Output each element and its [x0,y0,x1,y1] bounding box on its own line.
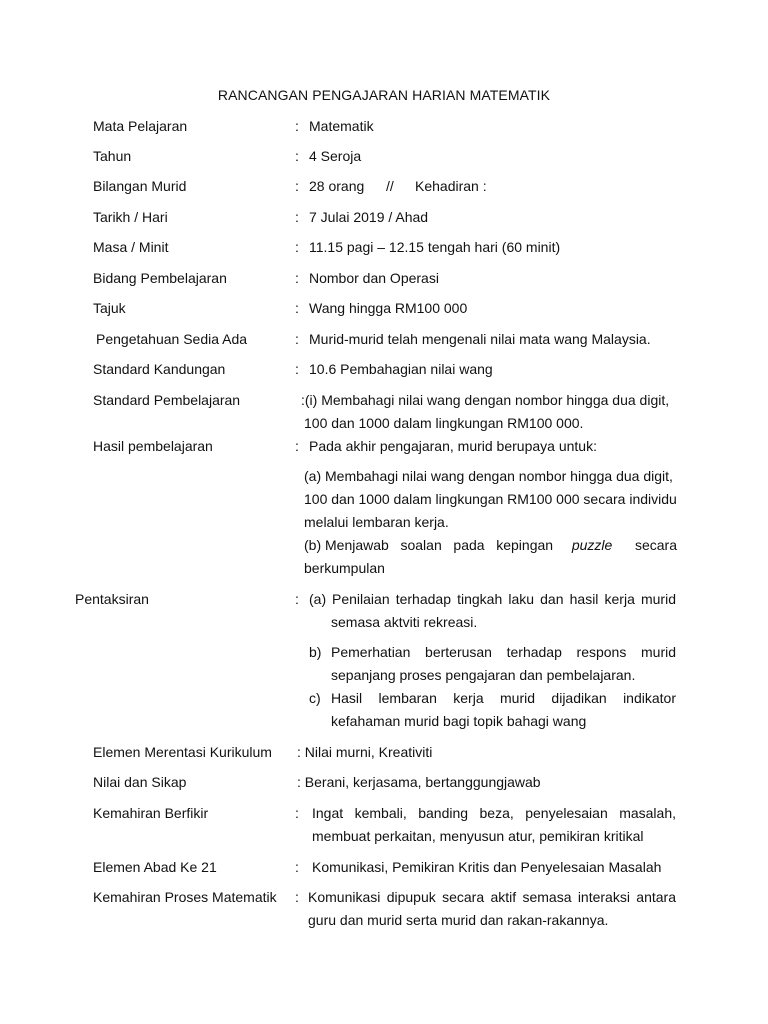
value-standard-kandungan: 10.6 Pembahagian nilai wang [309,361,493,377]
value-pengetahuan-sedia-ada: Murid-murid telah mengenali nilai mata wang Malaysia. [309,331,651,347]
label-standard-kandungan: Standard Kandungan [93,361,226,377]
hasil-item-a-line3: melalui lembaran kerja. [304,514,449,530]
value-mata-pelajaran: Matematik [309,118,374,134]
value-kemahiran-proses-line2: guru dan murid serta murid dan rakan-rakannya. [308,912,609,928]
pentaksiran-b-line2: sepanjang proses pengajaran dan pembelajaran. [331,667,636,683]
label-kemahiran-proses-matematik: Kemahiran Proses Matematik [93,889,277,905]
label-masa-minit: Masa / Minit [93,239,169,255]
hasil-item-b-line2: berkumpulan [304,560,385,576]
value-hasil-pembelajaran: Pada akhir pengajaran, murid berupaya untuk: [309,438,597,454]
value-tahun: 4 Seroja [309,148,362,164]
label-kehadiran: Kehadiran : [415,178,487,194]
hasil-item-b-suffix: secara [623,537,677,553]
label-hasil-pembelajaran: Hasil pembelajaran [93,438,213,454]
label-elemen-abad-ke-21: Elemen Abad Ke 21 [93,859,217,875]
colon: : [295,239,299,255]
value-kemahiran-berfikir-line1: Ingat kembali, banding beza, penyelesaian masalah, [312,805,676,821]
colon: : [295,331,299,347]
value-masa-minit: 11.15 pagi – 12.15 tengah hari (60 minit) [309,239,561,255]
pentaksiran-a-line2: semasa aktviti rekreasi. [331,614,478,630]
hasil-item-b-italic: puzzle [571,537,613,553]
value-standard-pembelajaran-line2: 100 dan 1000 dalam lingkungan RM100 000. [304,415,584,431]
pentaksiran-marker-b: b) [309,644,322,660]
label-tarikh-hari: Tarikh / Hari [93,209,168,225]
hasil-item-b-line1 [304,534,677,557]
label-bilangan-murid: Bilangan Murid [93,178,187,194]
colon: : [295,361,299,377]
document-title: RANCANGAN PENGAJARAN HARIAN MATEMATIK [217,87,551,103]
colon: : [295,148,299,164]
label-pentaksiran: Pentaksiran [75,591,149,607]
value-tajuk: Wang hingga RM100 000 [309,300,468,316]
colon: : [295,591,299,607]
pentaksiran-b-line1: Pemerhatian berterusan terhadap respons murid [331,644,676,660]
colon: : [295,300,299,316]
colon: : [295,178,299,194]
value-kemahiran-proses-line1: Komunikasi dipupuk secara aktif semasa interaksi antara [308,889,676,905]
pentaksiran-a-line1: Penilaian terhadap tingkah laku dan hasil kerja murid [332,591,676,607]
value-bilangan-murid: 28 orang [309,178,365,194]
value-nilai-dan-sikap: : Berani, kerjasama, bertanggungjawab [297,774,541,790]
value-elemen-merentasi-kurikulum: : Nilai murni, Kreativiti [297,744,433,760]
pentaksiran-marker-a: (a) [309,591,327,607]
pentaksiran-c-line1: Hasil lembaran kerja murid dijadikan indikator [331,690,676,706]
pentaksiran-c-line2: kefahaman murid bagi topik bahagi wang [331,713,587,729]
colon: : [295,270,299,286]
label-tajuk: Tajuk [93,300,126,316]
value-bidang-pembelajaran: Nombor dan Operasi [309,270,439,286]
colon: : [295,859,299,875]
label-mata-pelajaran: Mata Pelajaran [93,118,188,134]
label-pengetahuan-sedia-ada: Pengetahuan Sedia Ada [96,331,248,347]
value-kemahiran-berfikir-line2: membuat perkaitan, menyusun atur, pemikiran kritikal [312,828,644,844]
label-tahun: Tahun [93,148,132,164]
label-elemen-merentasi-kurikulum: Elemen Merentasi Kurikulum [93,744,272,760]
value-elemen-abad-ke-21: Komunikasi, Pemikiran Kritis dan Penyelesaian Masalah [312,859,662,875]
value-tarikh-hari: 7 Julai 2019 / Ahad [309,209,429,225]
hasil-item-b-prefix: (b) Menjawab soalan pada kepingan [304,537,561,553]
label-bidang-pembelajaran: Bidang Pembelajaran [93,270,227,286]
value-standard-pembelajaran-line1: :(i) Membahagi nilai wang dengan nombor hingga dua digit, [301,392,670,408]
separator: // [386,178,394,194]
pentaksiran-marker-c: c) [309,690,321,706]
colon: : [295,889,299,905]
hasil-item-a-line2: 100 dan 1000 dalam lingkungan RM100 000 secara individu [304,491,677,507]
colon: : [295,209,299,225]
label-standard-pembelajaran: Standard Pembelajaran [93,392,241,408]
colon: : [295,438,299,454]
colon: : [295,118,299,134]
colon: : [295,805,299,821]
label-kemahiran-berfikir: Kemahiran Berfikir [93,805,209,821]
label-nilai-dan-sikap: Nilai dan Sikap [93,774,187,790]
hasil-item-a-line1: (a) Membahagi nilai wang dengan nombor hingga dua digit, [304,468,673,484]
